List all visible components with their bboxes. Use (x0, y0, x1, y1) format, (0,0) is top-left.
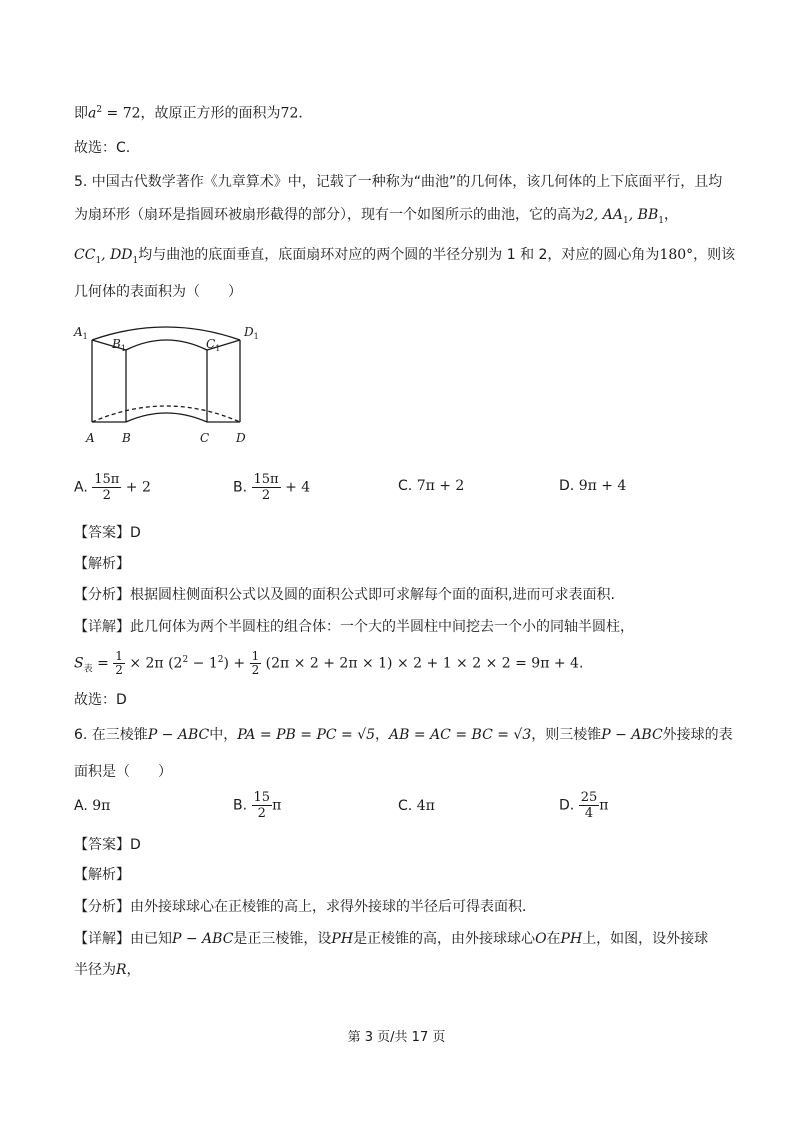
inner-top-arc (126, 340, 207, 350)
outer-bottom-arc-hidden (92, 406, 240, 422)
prev-conclusion: 即$a^2 = 72$，故原正方形的面积为72． (74, 105, 313, 122)
label-A: A (86, 431, 95, 445)
q5-stem-line3: $CC_1$, $DD_1$均与曲池的底面垂直，底面扇环对应的两个圆的半径分别为 1 和 2，对应的圆心角为180°，则该 (74, 247, 736, 266)
label-B: B (122, 431, 131, 445)
label-D1: $D_1$ (244, 325, 259, 341)
q5-analysis-head: 【解析】 (74, 556, 130, 572)
q5-option-b[interactable]: B. $\frac{15\pi}{2}$ + 4 (233, 472, 311, 503)
q5-option-d[interactable]: D. 9π + 4 (559, 478, 627, 494)
q6-detail-line2: 半径为R， (74, 962, 141, 978)
q5-stem-line2: 为扇环形（扇环是指圆环被扇形截得的部分），现有一个如图所示的曲池，它的高为2, $AA_1$, $BB_1$， (74, 207, 678, 226)
q6-analysis-head: 【解析】 (74, 867, 130, 883)
q6-option-b[interactable]: B. $\frac{15}{2}$ π (233, 790, 282, 821)
q5-option-c[interactable]: C. 7π + 2 (398, 478, 465, 494)
label-B1: $B_1$ (112, 337, 126, 353)
q5-choice: 故选：D (74, 692, 127, 708)
prev-choice: 故选：C. (74, 140, 131, 156)
q5-answer: 【答案】D (74, 525, 141, 541)
q5-option-a[interactable]: A. $\frac{15\pi}{2}$ + 2 (74, 472, 151, 503)
q6-stem-line1: 6. 在三棱锥P − ABC中，PA = PB = PC = √5，AB = AC = BC = √3，则三棱锥P − ABC外接球的表 (74, 727, 733, 743)
q6-analysis: 【分析】由外接球球心在正棱锥的高上，求得外接球的半径后可得表面积． (74, 899, 536, 915)
label-A1: $A_1$ (74, 325, 88, 341)
q5-formula: $S_表$ = $\frac{1}{2}$ × 2π $(2^2 - 1^2)$ + $\frac{1}{2}$ (2π × 2 + 2π × 1) × 2 + 1 × 2 × 2 = 9π + 4. (74, 649, 584, 678)
q5-analysis: 【分析】根据圆柱侧面积公式以及圆的面积公式即可求解每个面的面积,进而可求表面积. (74, 587, 615, 603)
q6-answer: 【答案】D (74, 837, 141, 853)
q5-detail: 【详解】此几何体为两个半圆柱的组合体：一个大的半圆柱中间挖去一个小的同轴半圆柱， (74, 619, 634, 635)
q5-stem-line4: 几何体的表面积为（ ） (74, 284, 242, 300)
q5-stem-line1: 5. 中国古代数学著作《九章算术》中，记载了一种称为“曲池”的几何体，该几何体的上下底面平行，且均 (74, 174, 723, 190)
q6-stem-line2: 面积是（ ） (74, 764, 172, 780)
curved-pool-figure (70, 318, 270, 448)
q6-option-c[interactable]: C. 4π (398, 798, 435, 814)
q6-option-a[interactable]: A. 9π (74, 798, 111, 814)
label-C1: $C_1$ (206, 337, 221, 353)
page-footer: 第 3 页/共 17 页 (347, 1030, 446, 1045)
label-C: C (200, 431, 210, 445)
q6-detail: 【详解】由已知P − ABC是正三棱锥，设PH是正棱锥的高，由外接球球心O在PH上，如图，设外接球 (74, 931, 709, 947)
q6-option-d[interactable]: D. $\frac{25}{4}$ π (559, 790, 609, 821)
inner-bottom-arc (126, 413, 207, 422)
label-D: D (236, 431, 246, 445)
